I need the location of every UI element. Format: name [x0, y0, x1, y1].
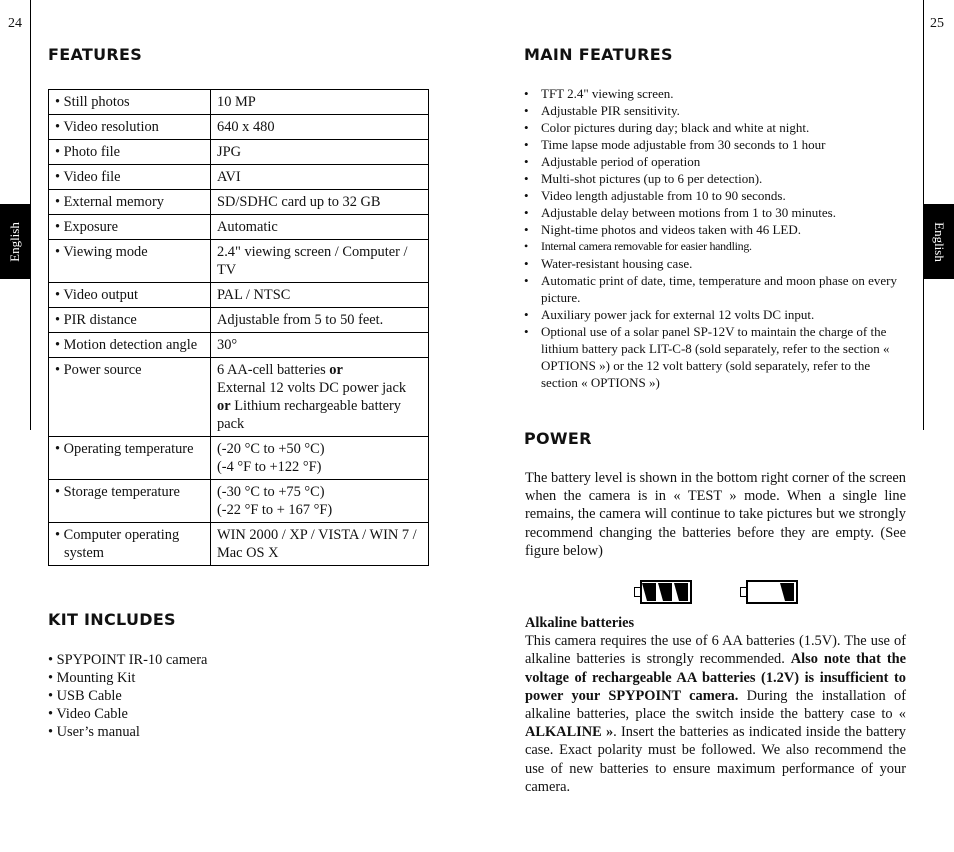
feature-value-cell	[211, 215, 429, 240]
list-item: • SPYPOINT IR-10 camera	[48, 652, 208, 668]
feature-value-cell	[211, 165, 429, 190]
kit-includes-heading: KIT INCLUDES	[48, 610, 176, 629]
list-item: • Adjustable PIR sensitivity.	[524, 102, 909, 119]
list-item: • Adjustable period of operation	[524, 153, 909, 170]
features-table	[48, 89, 429, 566]
table-row	[49, 523, 429, 566]
feature-value: 2.4" viewing screen / Computer / TV	[217, 244, 408, 278]
language-tab-left-label: English	[7, 221, 22, 262]
feature-label-cell	[49, 333, 211, 358]
feature-label-cell	[49, 308, 211, 333]
feature-value-cell	[211, 358, 429, 437]
feature-value-cell	[211, 308, 429, 333]
power-source-or: or	[217, 398, 231, 414]
language-tab-right	[924, 204, 954, 279]
battery-full-icon	[634, 580, 692, 604]
feature-value-cell	[211, 523, 429, 566]
feature-label: • Operating temperature	[55, 441, 194, 457]
table-row	[49, 480, 429, 523]
page-number-left: 24	[8, 16, 22, 31]
table-row	[49, 165, 429, 190]
left-margin-line	[30, 0, 31, 430]
page-number-right: 25	[930, 16, 944, 31]
list-item: • Time lapse mode adjustable from 30 seconds to 1 hour	[524, 136, 909, 153]
power-paragraph: The battery level is shown in the bottom right corner of the screen when the camera is in « TEST » mode. When a single line remains, the camera will continue to take pictures but we strongly recommend changing the batteries before they are empty. (See figure below)	[525, 470, 906, 559]
feature-value: JPG	[217, 144, 241, 160]
feature-label: • Computer operating system	[55, 527, 180, 561]
alkaline-section	[525, 614, 906, 796]
feature-value-cell	[211, 240, 429, 283]
table-row	[49, 240, 429, 283]
table-row	[49, 115, 429, 140]
feature-label-cell	[49, 240, 211, 283]
table-row	[49, 283, 429, 308]
feature-label: • Still photos	[55, 94, 130, 110]
power-source-part: Lithium rechargeable battery pack	[217, 398, 401, 432]
list-item: • Night-time photos and videos taken with 46 LED.	[524, 221, 909, 238]
feature-label: • External memory	[55, 194, 164, 210]
feature-label-cell	[49, 283, 211, 308]
feature-value: SD/SDHC card up to 32 GB	[217, 194, 381, 210]
list-item: • TFT 2.4" viewing screen.	[524, 85, 909, 102]
alkaline-text: . Insert the batteries as indicated inside the battery case. Exact polarity must be followed. We also recommend the use of new batteries to ensure maximum performance of your camera.	[525, 724, 907, 795]
feature-value-line: (-20 °C to +50 °C)	[217, 441, 325, 457]
list-item: • Mounting Kit	[48, 670, 136, 686]
feature-value-cell	[211, 115, 429, 140]
feature-value-cell	[211, 437, 429, 480]
feature-value: 10 MP	[217, 94, 256, 110]
list-item: • USB Cable	[48, 688, 122, 704]
feature-label: • Video output	[55, 287, 139, 303]
feature-label-cell	[49, 165, 211, 190]
feature-value-cell	[211, 480, 429, 523]
alkaline-text: This camera requires the use of 6 AA batteries (1.5V). The use of alkaline batteries is strongly recommended.	[525, 633, 906, 668]
list-item: • Optional use of a solar panel SP-12V to maintain the charge of the lithium battery pack LIT-C-8 (sold separately, refer to the section « OPTIONS ») or the 12 volt battery (sold separately, refer to the section « OPTIONS »)	[524, 323, 909, 391]
feature-value-cell	[211, 90, 429, 115]
list-item: • User’s manual	[48, 724, 140, 740]
table-row	[49, 140, 429, 165]
list-item: • Multi-shot pictures (up to 6 per detection).	[524, 170, 909, 187]
alkaline-warning: Also note that the voltage of rechargeable AA batteries (1.2V) is insufficient to power your SPYPOINT camera.	[525, 651, 907, 704]
alkaline-text: During the installation of alkaline batteries, place the switch inside the battery case to «	[525, 687, 906, 723]
feature-value: Adjustable from 5 to 50 feet.	[217, 312, 384, 328]
power-heading: POWER	[524, 429, 592, 448]
list-item: • Adjustable delay between motions from 1 to 30 minutes.	[524, 204, 909, 221]
feature-label-cell	[49, 115, 211, 140]
feature-label: • Photo file	[55, 144, 120, 160]
main-features-list	[524, 85, 909, 391]
feature-label-cell	[49, 190, 211, 215]
battery-level-bar	[780, 583, 794, 601]
list-item: • Video Cable	[48, 706, 128, 722]
language-tab-right-label: English	[932, 221, 947, 262]
feature-label: • Power source	[55, 362, 142, 378]
battery-level-bar	[674, 583, 688, 601]
battery-level-bar	[658, 583, 672, 601]
feature-label: • Motion detection angle	[55, 337, 198, 353]
power-source-or: or	[329, 362, 343, 378]
feature-value: Automatic	[217, 219, 278, 235]
feature-value-cell	[211, 140, 429, 165]
feature-value: 30°	[217, 337, 238, 353]
table-row	[49, 333, 429, 358]
feature-label: • Video file	[55, 169, 121, 185]
table-row	[49, 90, 429, 115]
feature-label-cell	[49, 480, 211, 523]
table-row	[49, 215, 429, 240]
feature-value: 640 x 480	[217, 119, 275, 135]
feature-value: PAL / NTSC	[217, 287, 291, 303]
feature-value-cell	[211, 283, 429, 308]
language-tab-left	[0, 204, 30, 279]
feature-label-cell	[49, 523, 211, 566]
features-heading: FEATURES	[48, 45, 143, 64]
list-item: • Auxiliary power jack for external 12 volts DC input.	[524, 306, 909, 323]
feature-label: • Viewing mode	[55, 244, 148, 260]
table-row	[49, 308, 429, 333]
feature-value-line: (-30 °C to +75 °C)	[217, 484, 325, 500]
feature-value-cell	[211, 333, 429, 358]
alkaline-switch-label: ALKALINE »	[525, 724, 614, 741]
feature-label-cell	[49, 437, 211, 480]
feature-value-line: (-22 °F to + 167 °F)	[217, 502, 333, 518]
main-features-heading: MAIN FEATURES	[524, 45, 673, 64]
battery-level-bar	[642, 583, 656, 601]
feature-label: • Exposure	[55, 219, 118, 235]
list-item: • Internal camera removable for easier handling.	[524, 238, 909, 255]
alkaline-heading: Alkaline batteries	[525, 615, 635, 631]
table-row	[49, 437, 429, 480]
battery-low-icon	[740, 580, 798, 604]
feature-label-cell	[49, 215, 211, 240]
feature-label-cell	[49, 90, 211, 115]
feature-value: AVI	[217, 169, 241, 185]
feature-value-cell	[211, 190, 429, 215]
kit-list	[48, 651, 207, 741]
feature-label: • PIR distance	[55, 312, 137, 328]
power-source-part: External 12 volts DC power jack	[217, 380, 407, 396]
list-item: • Color pictures during day; black and white at night.	[524, 119, 909, 136]
power-source-part: 6 AA-cell batteries	[217, 362, 330, 378]
feature-label-cell	[49, 358, 211, 437]
feature-label: • Storage temperature	[55, 484, 180, 500]
table-row	[49, 358, 429, 437]
table-row	[49, 190, 429, 215]
feature-value-line: (-4 °F to +122 °F)	[217, 459, 322, 475]
feature-label-cell	[49, 140, 211, 165]
feature-label: • Video resolution	[55, 119, 159, 135]
feature-value: WIN 2000 / XP / VISTA / WIN 7 / Mac OS X	[217, 527, 417, 561]
list-item: • Water-resistant housing case.	[524, 255, 909, 272]
list-item: • Video length adjustable from 10 to 90 seconds.	[524, 187, 909, 204]
list-item: • Automatic print of date, time, temperature and moon phase on every picture.	[524, 272, 909, 306]
